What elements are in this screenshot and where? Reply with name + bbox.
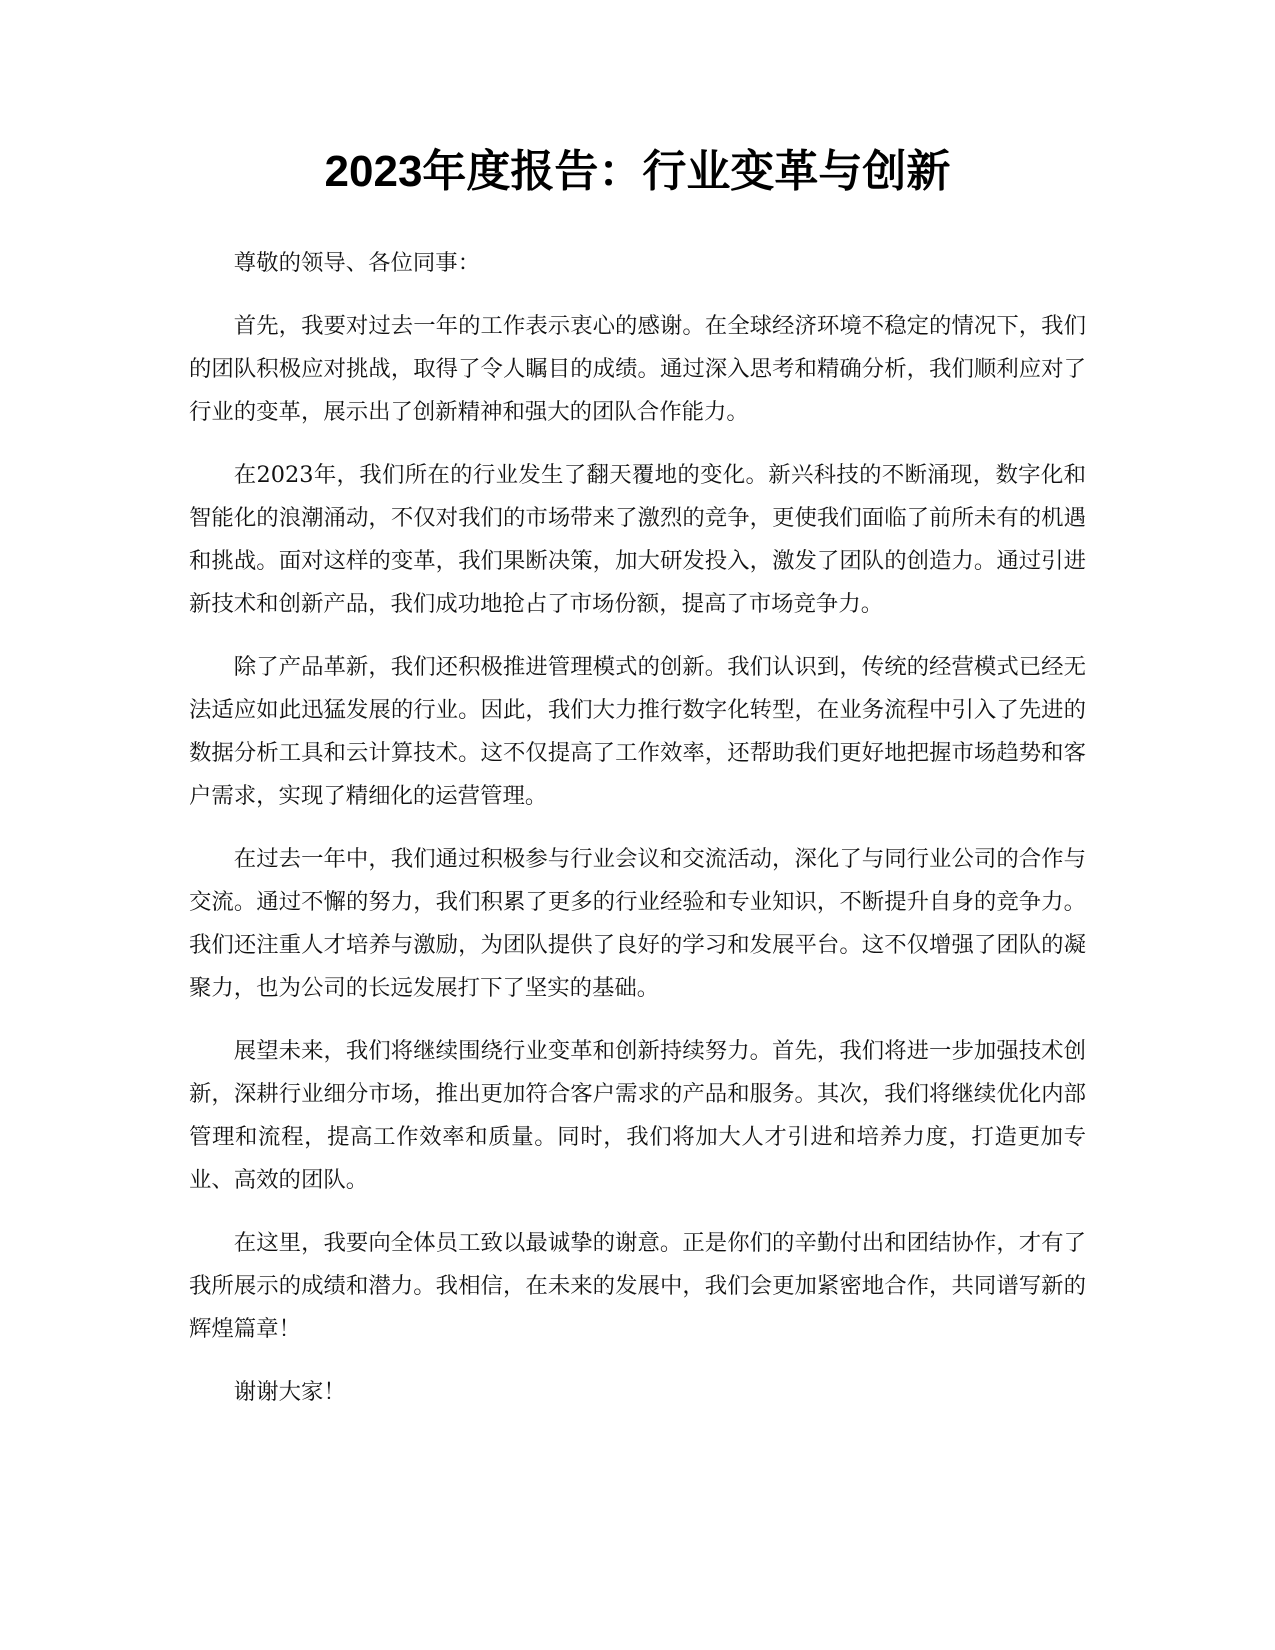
paragraph: 首先，我要对过去一年的工作表示衷心的感谢。在全球经济环境不稳定的情况下，我们的团队积极应对挑战，取得了令人瞩目的成绩。通过深入思考和精确分析，我们顺利应对了行业的变革，展示出了创新精神和强大的团队合作能力。 (189, 313, 1086, 425)
paragraph: 除了产品革新，我们还积极推进管理模式的创新。我们认识到，传统的经营模式已经无法适应如此迅猛发展的行业。因此，我们大力推行数字化转型，在业务流程中引入了先进的数据分析工具和云计算技术。这不仅提高了工作效率，还帮助我们更好地把握市场趋势和客户需求，实现了精细化的运营管理。 (189, 654, 1086, 809)
paragraph: 在这里，我要向全体员工致以最诚挚的谢意。正是你们的辛勤付出和团结协作，才有了我所展示的成绩和潜力。我相信，在未来的发展中，我们会更加紧密地合作，共同谱写新的辉煌篇章！ (189, 1230, 1086, 1342)
paragraph-salutation: 尊敬的领导、各位同事： (233, 250, 481, 276)
paragraph: 在2023年，我们所在的行业发生了翻天覆地的变化。新兴科技的不断涌现，数字化和智能化的浪潮涌动，不仅对我们的市场带来了激烈的竞争，更使我们面临了前所未有的机遇和挑战。面对这样的变革，我们果断决策，加大研发投入，激发了团队的创造力。通过引进新技术和创新产品，我们成功地抢占了市场份额，提高了市场竞争力。 (189, 462, 1086, 617)
document-title: 2023年度报告：行业变革与创新 (324, 147, 951, 196)
paragraph: 展望未来，我们将继续围绕行业变革和创新持续努力。首先，我们将进一步加强技术创新，深耕行业细分市场，推出更加符合客户需求的产品和服务。其次，我们将继续优化内部管理和流程，提高工作效率和质量。同时，我们将加大人才引进和培养力度，打造更加专业、高效的团队。 (189, 1038, 1086, 1193)
document-body (189, 242, 1086, 1434)
paragraph: 在过去一年中，我们通过积极参与行业会议和交流活动，深化了与同行业公司的合作与交流。通过不懈的努力，我们积累了更多的行业经验和专业知识，不断提升自身的竞争力。我们还注重人才培养与激励，为团队提供了良好的学习和发展平台。这不仅增强了团队的凝聚力，也为公司的长远发展打下了坚实的基础。 (189, 846, 1086, 1001)
paragraph-closing: 谢谢大家！ (233, 1379, 346, 1405)
